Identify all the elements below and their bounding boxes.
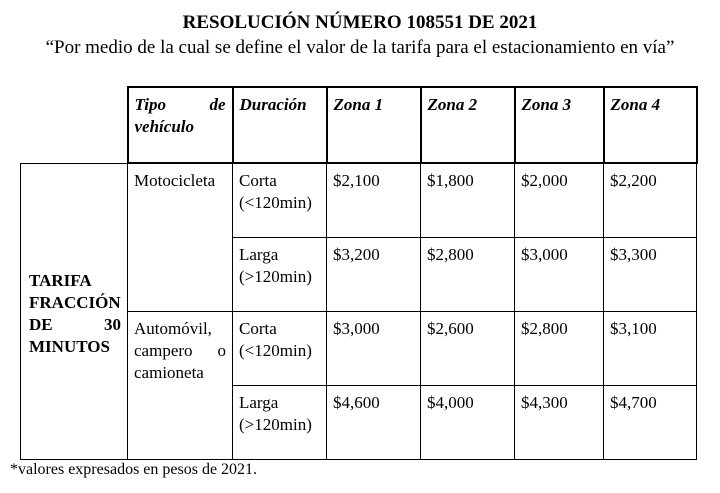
- price-cell: $3,200: [327, 237, 421, 311]
- vehicle-cell: Motocicleta: [128, 163, 233, 311]
- price-cell: $4,600: [327, 385, 421, 459]
- price-cell: $3,000: [515, 237, 604, 311]
- header-zone-1: Zona 1: [327, 87, 421, 163]
- header-vehicle-type: Tipo de vehículo: [128, 87, 233, 163]
- price-cell: $2,100: [327, 163, 421, 237]
- header-zone-4: Zona 4: [604, 87, 697, 163]
- price-cell: $2,600: [421, 311, 515, 385]
- duration-cell: Larga (>120min): [233, 385, 327, 459]
- price-cell: $2,800: [421, 237, 515, 311]
- row-group-label: TARIFA FRACCIÓN DE 30 MINUTOS: [21, 163, 128, 459]
- header-duration: Duración: [233, 87, 327, 163]
- price-cell: $4,700: [604, 385, 697, 459]
- price-cell: $3,300: [604, 237, 697, 311]
- duration-cell: Corta (<120min): [233, 163, 327, 237]
- header-zone-2: Zona 2: [421, 87, 515, 163]
- table-header-row: [21, 87, 697, 163]
- rates-table: [20, 86, 698, 460]
- document-subtitle: “Por medio de la cual se define el valor de la tarifa para el estacionamiento en vía”: [45, 37, 675, 58]
- price-cell: $2,000: [515, 163, 604, 237]
- vehicle-cell: Automóvil, campero o camioneta: [128, 311, 233, 459]
- price-cell: $2,200: [604, 163, 697, 237]
- table-row: [21, 163, 697, 237]
- price-cell: $2,800: [515, 311, 604, 385]
- document-title: RESOLUCIÓN NÚMERO 108551 DE 2021: [182, 12, 538, 33]
- footnote: *valores expresados en pesos de 2021.: [10, 461, 258, 478]
- empty-corner-cell: [21, 87, 128, 163]
- price-cell: $1,800: [421, 163, 515, 237]
- price-cell: $3,100: [604, 311, 697, 385]
- duration-cell: Corta (<120min): [233, 311, 327, 385]
- duration-cell: Larga (>120min): [233, 237, 327, 311]
- header-zone-3: Zona 3: [515, 87, 604, 163]
- price-cell: $4,000: [421, 385, 515, 459]
- price-cell: $3,000: [327, 311, 421, 385]
- price-cell: $4,300: [515, 385, 604, 459]
